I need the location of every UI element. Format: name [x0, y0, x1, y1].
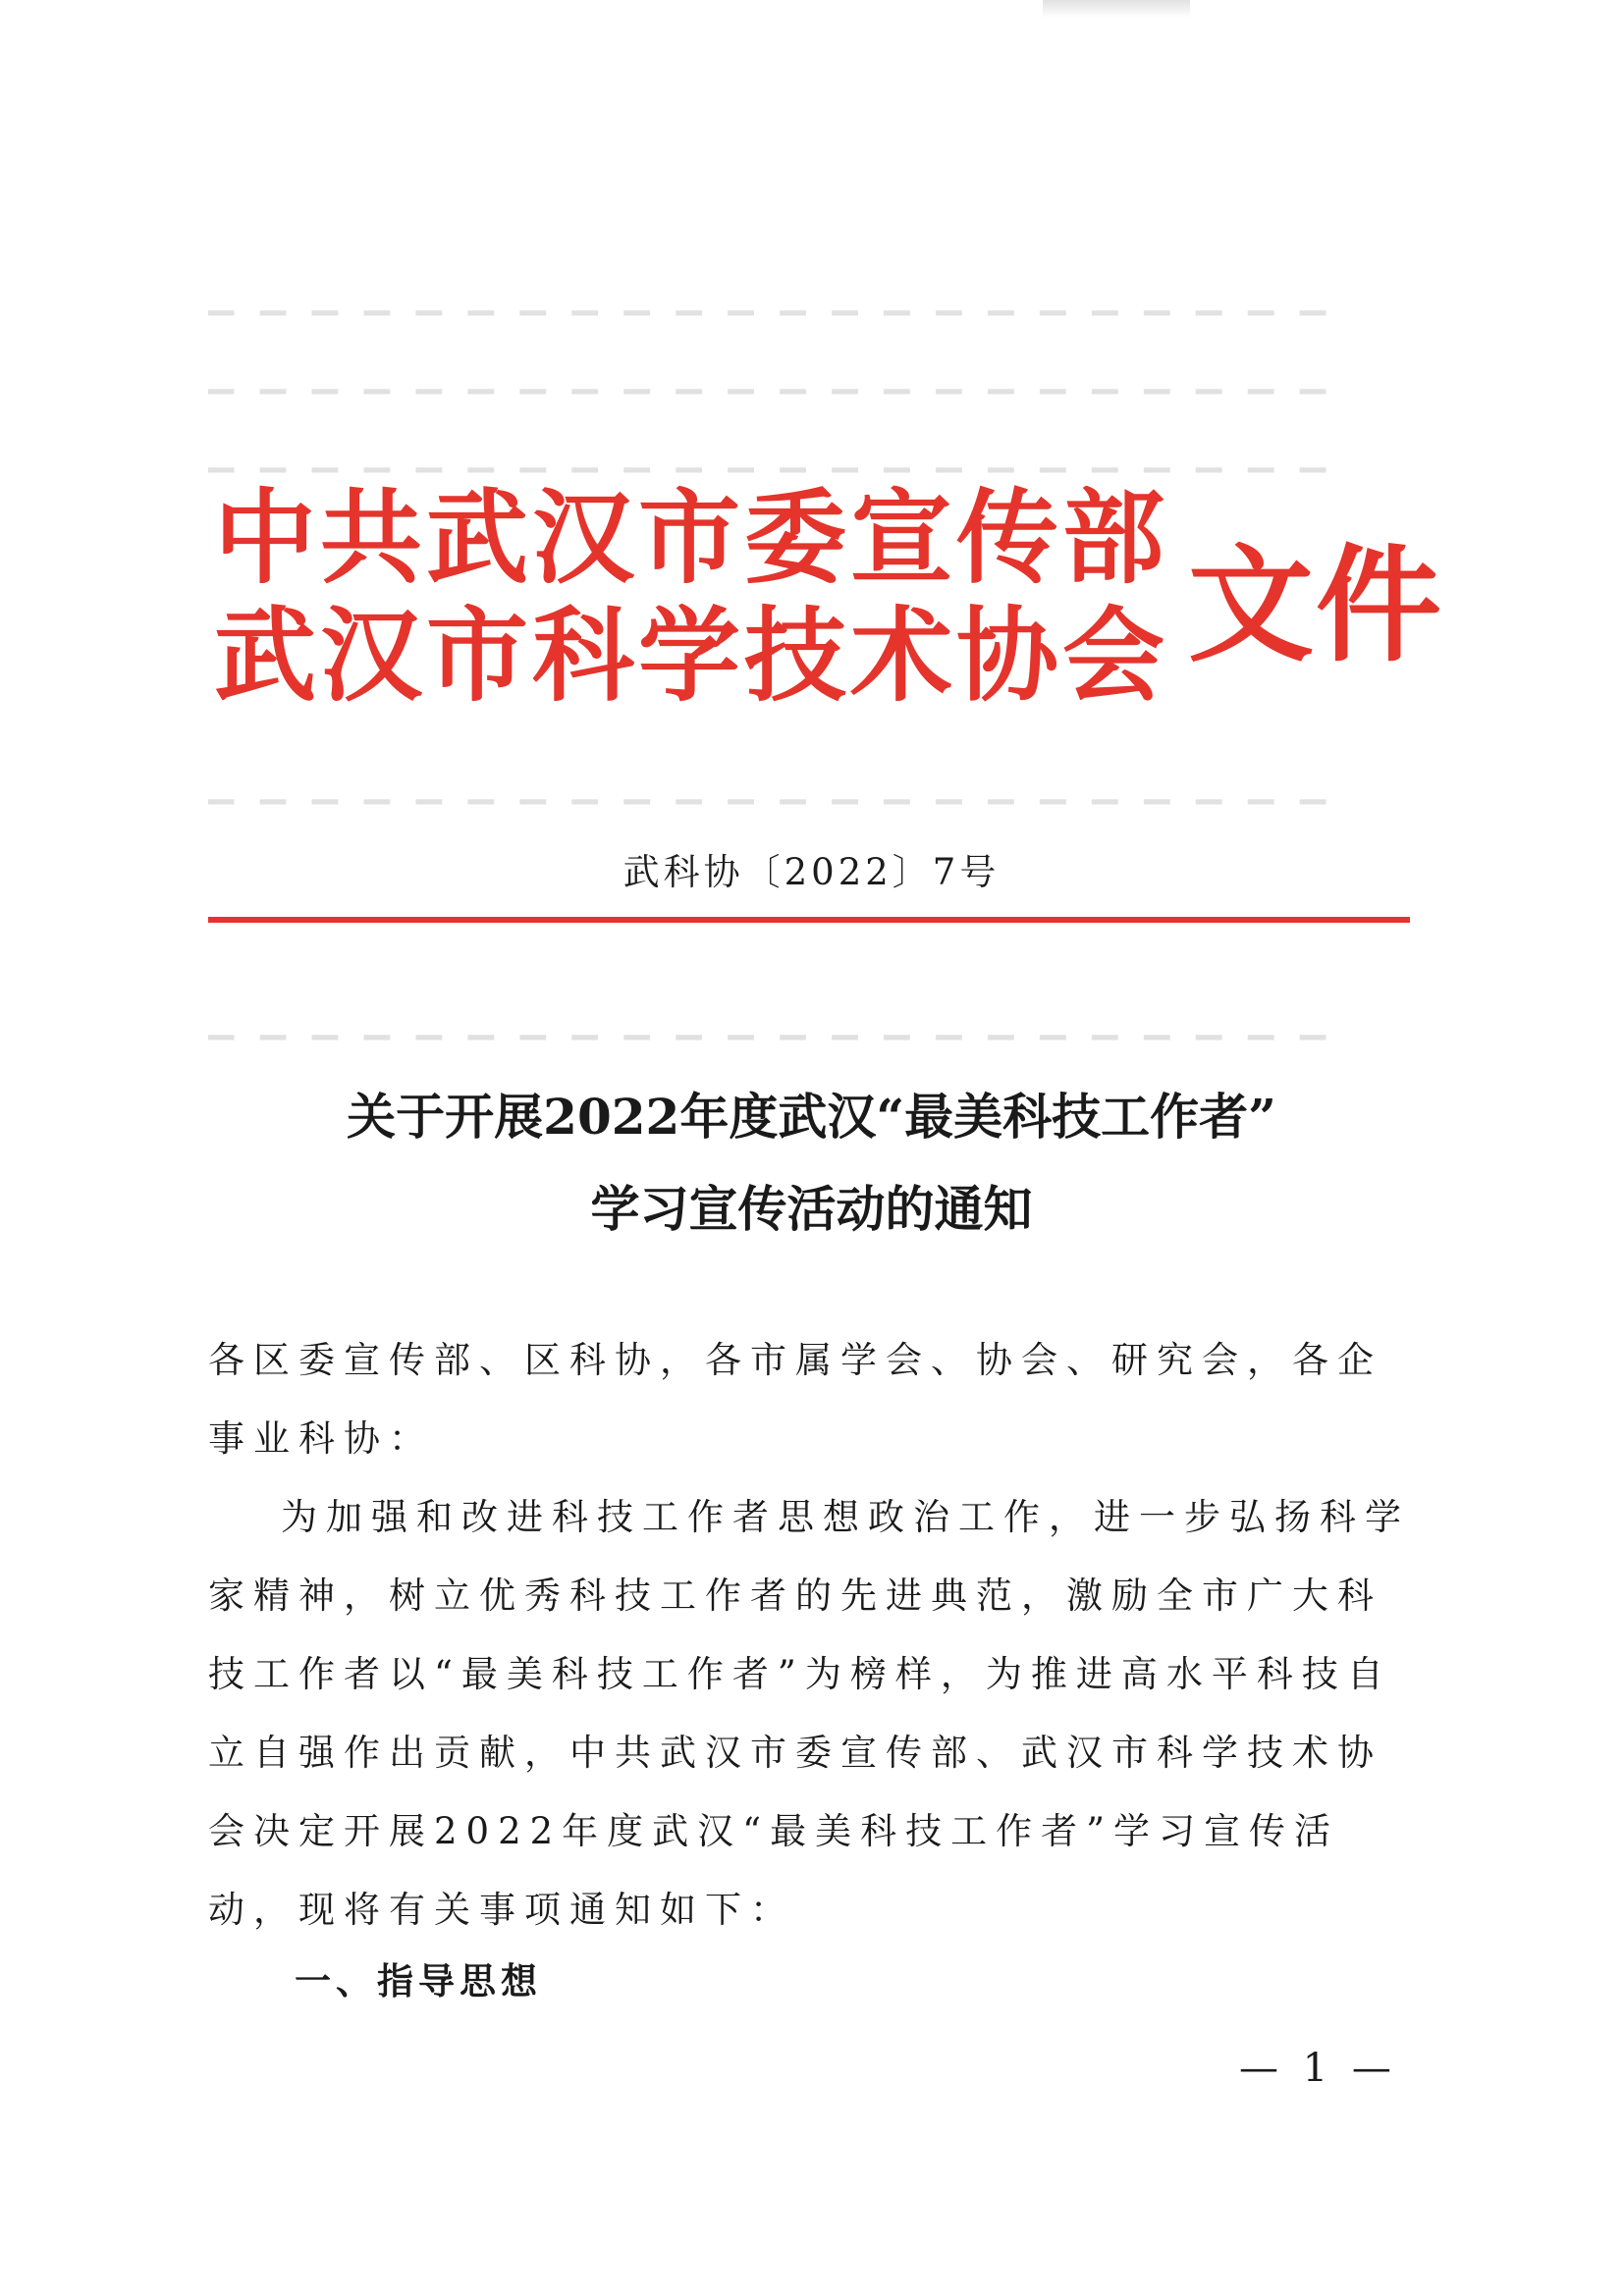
- document-type-label: 文件: [1188, 533, 1444, 679]
- red-header-rule: [208, 917, 1410, 923]
- addressee: 各区委宣传部、区科协，各市属学会、协会、研究会，各企事业科协：: [208, 1339, 1382, 1460]
- bleed-through-text: ▁ ▁ ▁ ▁ ▁ ▁ ▁ ▁ ▁ ▁ ▁ ▁ ▁ ▁ ▁ ▁ ▁ ▁ ▁ ▁ ▁ ▁: [208, 766, 1334, 805]
- body-paragraph: 为加强和改进科技工作者思想政治工作，进一步弘扬科学家精神，树立优秀科技工作者的先进典范，激励全市广大科技工作者以“最美科技工作者”为榜样，为推进高水平科技自立自强作出贡献，中共武汉市委宣传部、武汉市科学技术协会决定开展2022年度武汉“最美科技工作者”学习宣传活动，现将有关事项通知如下：: [208, 1496, 1410, 1931]
- bleed-through-text: ▁ ▁ ▁ ▁ ▁ ▁ ▁ ▁ ▁ ▁ ▁ ▁ ▁ ▁ ▁ ▁ ▁ ▁ ▁ ▁ ▁ ▁: [208, 277, 1334, 316]
- bleed-through-text: ▁ ▁ ▁ ▁ ▁ ▁ ▁ ▁ ▁ ▁ ▁ ▁ ▁ ▁ ▁ ▁ ▁ ▁ ▁ ▁ ▁ ▁: [208, 355, 1334, 395]
- document-number: 武科协〔2022〕7号: [622, 851, 1001, 893]
- bleed-through-text: ▁ ▁ ▁ ▁ ▁ ▁ ▁ ▁ ▁ ▁ ▁ ▁ ▁ ▁ ▁ ▁ ▁ ▁ ▁ ▁ ▁ ▁: [208, 434, 1334, 473]
- scan-artifact: [1043, 0, 1190, 18]
- section-heading: 一、指导思想: [295, 1960, 542, 2002]
- issuing-organizations: [214, 479, 1168, 715]
- issuer-propaganda-department: 中共武汉市委宣传部: [214, 478, 1169, 598]
- page-number: — 1 —: [1239, 2046, 1397, 2091]
- document-title-line-2: 学习宣传活动的通知: [590, 1180, 1033, 1238]
- document-title-line-1: 关于开展2022年度武汉“最美科技工作者”: [347, 1088, 1276, 1146]
- issuer-science-association: 武汉市科学技术协会: [214, 596, 1169, 716]
- bleed-through-text: ▁ ▁ ▁ ▁ ▁ ▁ ▁ ▁ ▁ ▁ ▁ ▁ ▁ ▁ ▁ ▁ ▁ ▁ ▁ ▁ ▁ ▁: [208, 1001, 1334, 1041]
